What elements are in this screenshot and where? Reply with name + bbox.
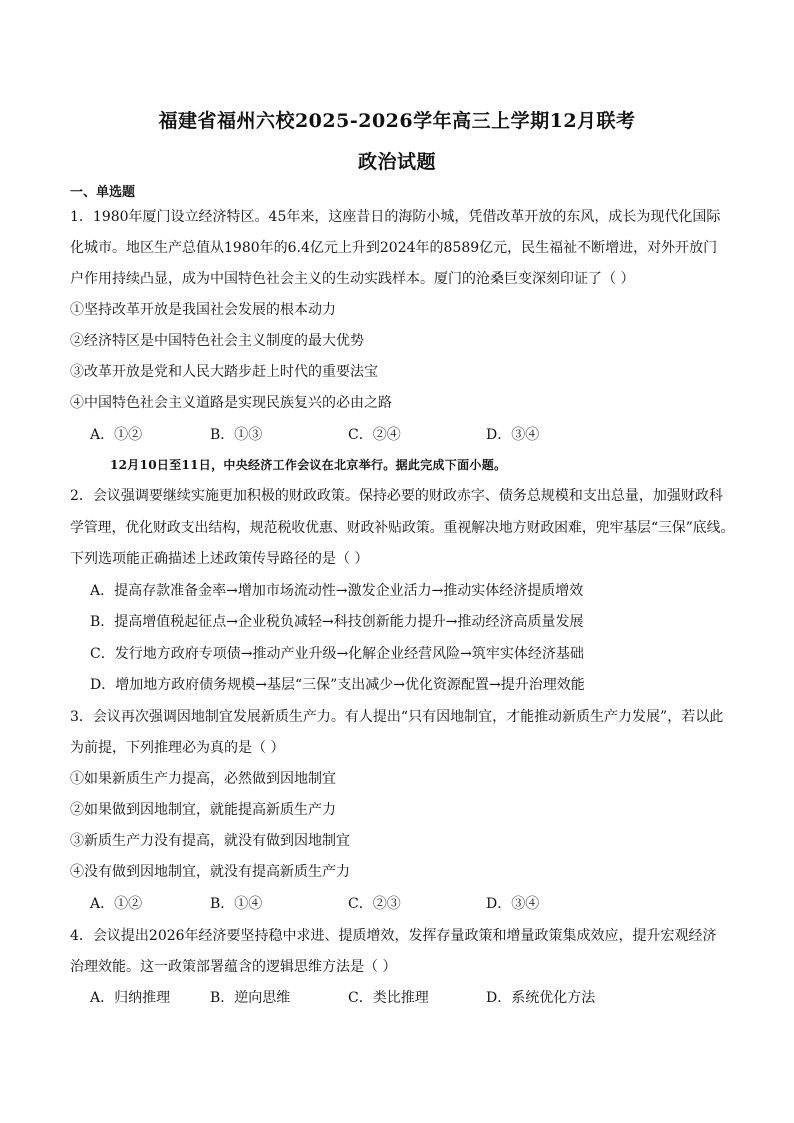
q2-stem-line2: 学管理，优化财政支出结构，规范税收优惠、财政补贴政策。重视解决地方财政困难，兜牢基层“三保”底线。 — [70, 520, 735, 536]
q1-stem-line2: 化城市。地区生产总值从1980年的6.4亿元上升到2024年的8589亿元，民生福祉不断增进，对外开放门 — [70, 240, 718, 256]
q3-item-4: ④没有做到因地制宜，就没有提高新质生产力 — [70, 864, 350, 880]
q1-item-1: ①坚持改革开放是我国社会发展的根本动力 — [70, 302, 336, 318]
q3-stem-line1: 3．会议再次强调因地制宜发展新质生产力。有人提出“只有因地制宜，才能推动新质生产力发展”，若以此 — [70, 709, 724, 725]
q3-option-c[interactable]: C．②③ — [348, 896, 401, 912]
q1-item-2: ②经济特区是中国特色社会主义制度的最大优势 — [70, 333, 364, 349]
q1-option-a[interactable]: A．①② — [90, 427, 143, 443]
section-heading: 一、单选题 — [70, 185, 136, 200]
q1-option-d[interactable]: D．③④ — [486, 427, 540, 443]
q1-option-b[interactable]: B．①③ — [210, 427, 263, 443]
q3-option-d[interactable]: D．③④ — [486, 896, 540, 912]
q2-option-d[interactable]: D．增加地方政府债务规模→基层“三保”支出减少→优化资源配置→提升治理效能 — [90, 677, 585, 693]
q1-item-4: ④中国特色社会主义道路是实现民族复兴的必由之路 — [70, 395, 392, 411]
q1-stem-line3: 户作用持续凸显，成为中国特色社会主义的生动实践样本。厦门的沧桑巨变深刻印证了（ ） — [70, 271, 635, 287]
q2-stem-line3: 下列选项能正确描述上述政策传导路径的是（ ） — [70, 551, 369, 567]
q4-stem-line2: 治理效能。这一政策部署蕴含的逻辑思维方法是（ ） — [70, 959, 397, 975]
q1-item-3: ③改革开放是党和人民大踏步赶上时代的重要法宝 — [70, 364, 378, 380]
q1-stem-line1: 1．1980年厦门设立经济特区。45年来，这座昔日的海防小城，凭借改革开放的东风，成长为现代化国际 — [70, 209, 721, 225]
q3-item-1: ①如果新质生产力提高，必然做到因地制宜 — [70, 771, 336, 787]
q2-stem-line1: 2．会议强调要继续实施更加积极的财政政策。保持必要的财政赤字、债务总规模和支出总量，加强财政科 — [70, 488, 723, 504]
q3-item-3: ③新质生产力没有提高，就没有做到因地制宜 — [70, 833, 350, 849]
q2-option-b[interactable]: B．提高增值税起征点→企业税负减轻→科技创新能力提升→推动经济高质量发展 — [90, 614, 584, 630]
q4-option-d[interactable]: D．系统优化方法 — [486, 990, 596, 1006]
q4-option-b[interactable]: B．逆向思维 — [210, 990, 291, 1006]
q3-stem-line2: 为前提，下列推理必为真的是（ ） — [70, 740, 285, 756]
q4-option-c[interactable]: C．类比推理 — [348, 990, 429, 1006]
context-note: 12月10日至11日，中央经济工作会议在北京举行。据此完成下面小题。 — [110, 458, 507, 472]
q4-option-a[interactable]: A．归纳推理 — [90, 990, 171, 1006]
q1-option-c[interactable]: C．②④ — [348, 427, 401, 443]
q3-option-a[interactable]: A．①② — [90, 896, 143, 912]
exam-subtitle: 政治试题 — [357, 151, 436, 173]
exam-title: 福建省福州六校2025-2026学年高三上学期12月联考 — [158, 110, 636, 132]
q3-option-b[interactable]: B．①④ — [210, 896, 263, 912]
q2-option-a[interactable]: A．提高存款准备金率→增加市场流动性→激发企业活力→推动实体经济提质增效 — [90, 583, 584, 599]
q4-stem-line1: 4．会议提出2026年经济要坚持稳中求进、提质增效，发挥存量政策和增量政策集成效应，提升宏观经济 — [70, 928, 717, 944]
q3-item-2: ②如果做到因地制宜，就能提高新质生产力 — [70, 802, 336, 818]
q2-option-c[interactable]: C．发行地方政府专项债→推动产业升级→化解企业经营风险→筑牢实体经济基础 — [90, 646, 584, 662]
